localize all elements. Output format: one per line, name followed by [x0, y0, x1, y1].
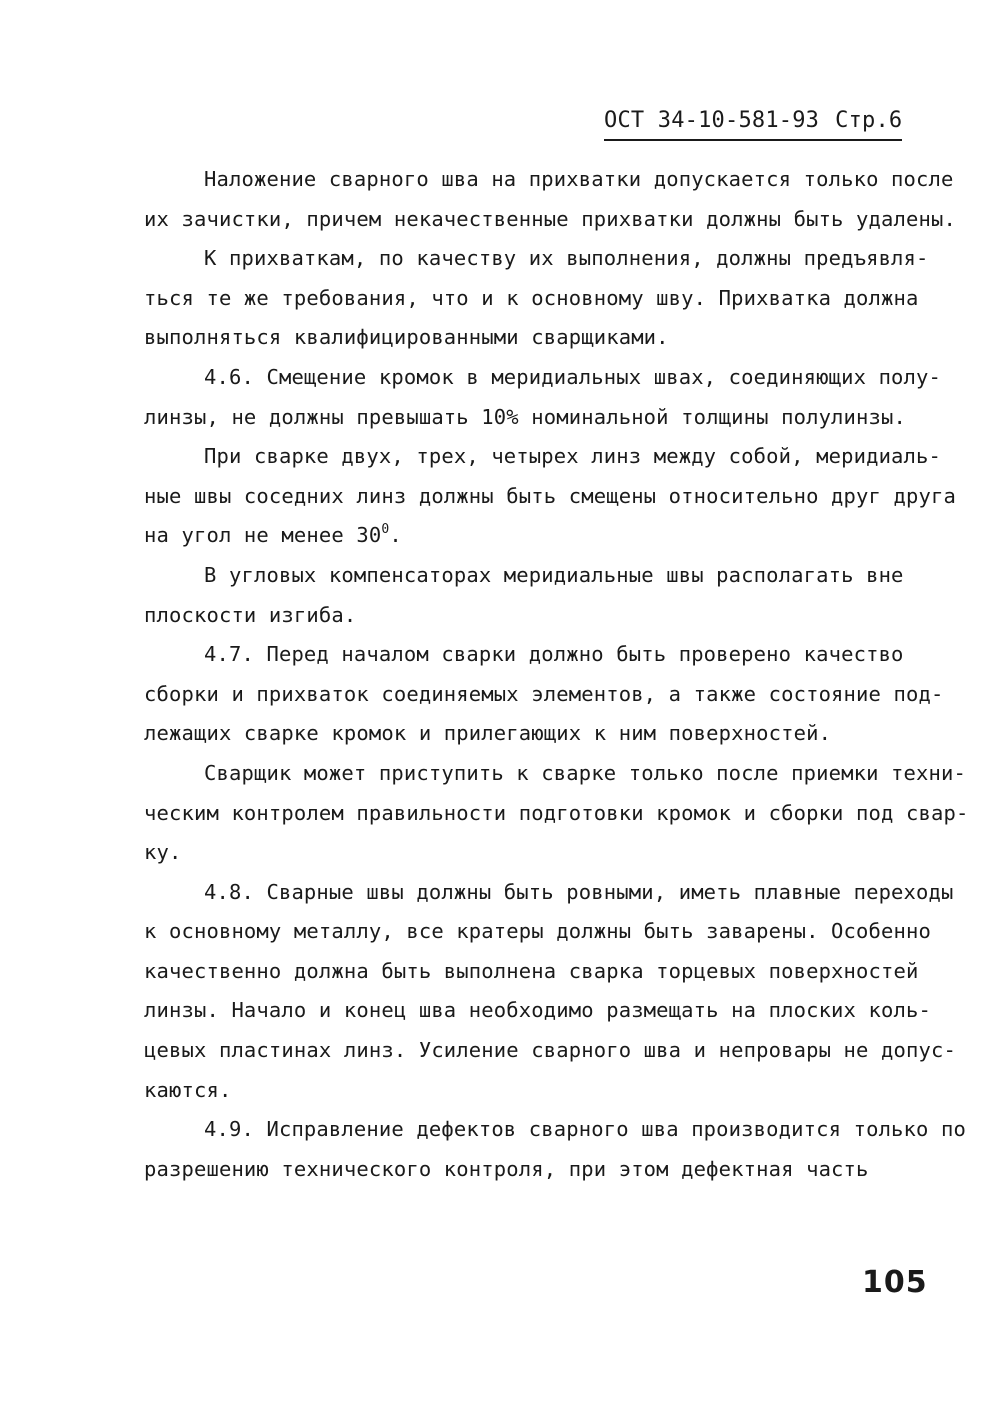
text-line: на угол не менее $30^0$.: [144, 522, 402, 548]
text-line: цевых пластинах линз. Усиление сварного шва и непровары не допус-: [144, 1038, 956, 1063]
text-line: Наложение сварного шва на прихватки допускается только после: [204, 167, 954, 191]
text-line: линзы. Начало и конец шва необходимо размещать на плоских коль-: [144, 998, 931, 1023]
text-line: к основному металлу, все кратеры должны быть заварены. Особенно: [144, 919, 931, 944]
text-line: ческим контролем правильности подготовки кромок и сборки под свар-: [144, 800, 969, 825]
text-line: 4.6. Смещение кромок в меридиальных швах, соединяющих полу-: [204, 364, 942, 389]
text-line: плоскости изгиба.: [144, 602, 357, 627]
text-line: выполняться квалифицированными сварщиками.: [144, 325, 669, 350]
page-label: Стр.6: [835, 108, 903, 133]
text-line: В угловых компенсаторах меридиальные швы располагать вне: [204, 562, 904, 587]
text-line: При сварке двух, трех, четырех линз между собой, меридиаль-: [204, 444, 942, 469]
text-line: их зачистки, причем некачественные прихватки должны быть удалены.: [144, 206, 956, 231]
text-line: сборки и прихваток соединяемых элементов, а также состояние под-: [144, 681, 944, 706]
text-line: каются.: [144, 1077, 232, 1102]
text-line: качественно должна быть выполнена сварка торцевых поверхностей: [144, 958, 919, 983]
text-line: линзы, не должны превышать 10% номинальной толщины полулинзы.: [144, 404, 907, 429]
text-line: 4.7. Перед началом сварки должно быть проверено качество: [204, 642, 904, 667]
text-line: разрешению технического контроля, при этом дефектная часть: [144, 1156, 869, 1181]
text-line: ные швы соседних линз должны быть смещены относительно друг друга: [144, 483, 956, 508]
text-line: 4.8. Сварные швы должны быть ровными, иметь плавные переходы: [204, 879, 954, 904]
document-body: [144, 160, 969, 1189]
text-line: ться те же требования, что и к основному шву. Прихватка должна: [144, 285, 919, 310]
degree-superscript: 0: [381, 522, 390, 538]
document-header: [604, 108, 902, 141]
text-line: ку.: [144, 840, 182, 865]
text-line: 4.9. Исправление дефектов сварного шва производится только по: [204, 1117, 967, 1142]
document-code: ОСТ 34-10-581-93: [604, 108, 820, 133]
text-line: Сварщик может приступить к сварке только после приемки техни-: [204, 760, 967, 785]
text-line: лежащих сварке кромок и прилегающих к ним поверхностей.: [144, 721, 832, 746]
page-number: 105: [862, 1265, 928, 1300]
text-line: К прихваткам, по качеству их выполнения, должны предъявля-: [204, 246, 929, 271]
